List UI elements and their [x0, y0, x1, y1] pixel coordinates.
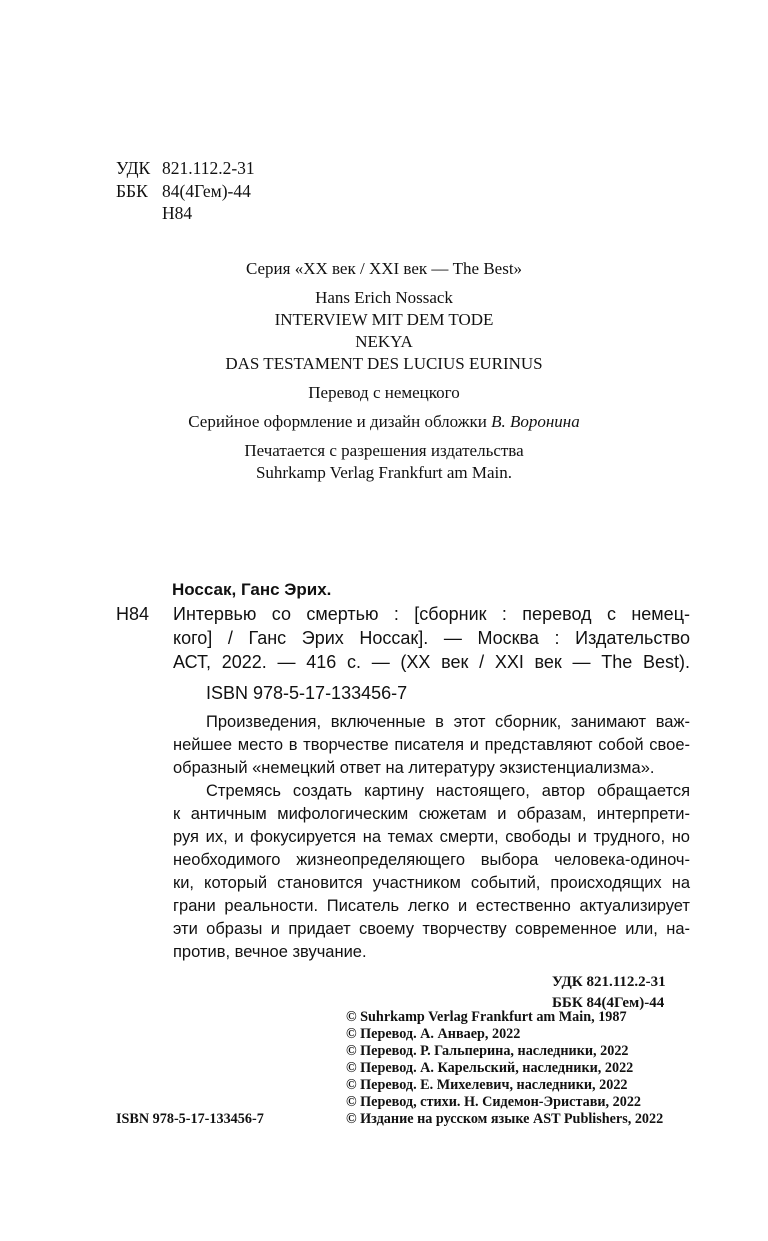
bib-isbn: ISBN 978-5-17-133456-7: [206, 683, 408, 703]
series-line: Серия «XX век / XXI век — The Best»: [245, 259, 523, 278]
annotation-p2-line-3: руя их, и фокусируется на темах смерти, свободы и трудного, но: [173, 828, 690, 846]
annotation-p2-line-6: грани реальности. Писатель легко и естественно актуализирует: [173, 897, 690, 915]
bib-line-1: Интервью со смертью : [сборник : перевод с немец-: [173, 604, 690, 624]
copyright-line-7: © Издание на русском языке AST Publishers, 2022: [346, 1111, 664, 1127]
udk-right: УДК 821.112.2-31: [552, 974, 666, 990]
bbk-right: ББК 84(4Гем)-44: [552, 995, 665, 1011]
copyright-line-2: © Перевод. А. Анваер, 2022: [346, 1026, 521, 1042]
permission-line-1: Печатается с разрешения издательства: [244, 441, 524, 460]
author-heading: Носсак, Ганс Эрих.: [172, 580, 332, 599]
bib-line-3: АСТ, 2022. — 416 с. — (XX век / XXI век — The Best).: [173, 652, 690, 672]
annotation-p2-line-5: ки, который становится участником событий, происходящих на: [173, 874, 690, 892]
annotation-p1-line-3: образный «немецкий ответ на литературу экзистенциализма».: [173, 759, 655, 777]
copyright-line-6: © Перевод, стихи. Н. Сидемон-Эристави, 2022: [346, 1094, 642, 1110]
bib-line-2: кого] / Ганс Эрих Носсак]. — Москва : Издательство: [173, 628, 690, 648]
translation-note: Перевод с немецкого: [308, 383, 460, 402]
annotation-p2-line-8: против, вечное звучание.: [173, 943, 367, 961]
original-title-2: NEKYA: [355, 332, 413, 351]
author-mark: Н84: [162, 203, 193, 223]
udk-code: УДК 821.112.2-31: [116, 158, 255, 178]
annotation-p2-line-2: к античным мифологическим сюжетам и образам, интерпрети-: [173, 805, 690, 823]
copyright-line-3: © Перевод. Р. Гальперина, наследники, 2022: [346, 1043, 629, 1059]
original-title-1: INTERVIEW MIT DEM TODE: [274, 310, 494, 329]
bib-author-mark: Н84: [116, 604, 150, 624]
design-credit: Серийное оформление и дизайн обложки В. Воронина: [188, 412, 580, 431]
permission-line-2: Suhrkamp Verlag Frankfurt am Main.: [255, 463, 513, 482]
annotation-p2-line-4: необходимого жизнеопределяющего выбора человека-одиноч-: [173, 851, 690, 869]
annotation-p2-line-1: Стремясь создать картину настоящего, автор обращается: [206, 782, 690, 800]
classification-codes: [116, 157, 255, 225]
annotation-p2-line-7: эти образы и придает своему творчеству современное или, на-: [173, 920, 690, 938]
original-author: Hans Erich Nossack: [315, 288, 453, 307]
copyright-line-4: © Перевод. А. Карельский, наследники, 2022: [346, 1060, 634, 1076]
copyright-line-5: © Перевод. Е. Михелевич, наследники, 2022: [346, 1077, 628, 1093]
original-title-3: DAS TESTAMENT DES LUCIUS EURINUS: [225, 354, 543, 373]
bbk-code: ББК 84(4Гем)-44: [116, 180, 251, 201]
designer-name: В. Воронина: [491, 412, 580, 431]
annotation-p1-line-2: нейшее место в творчестве писателя и представляют собой свое-: [173, 736, 690, 754]
copyright-line-1: © Suhrkamp Verlag Frankfurt am Main, 1987: [346, 1009, 627, 1025]
isbn-footer: ISBN 978-5-17-133456-7: [116, 1111, 264, 1127]
annotation-p1-line-1: Произведения, включенные в этот сборник, занимают важ-: [206, 713, 690, 731]
